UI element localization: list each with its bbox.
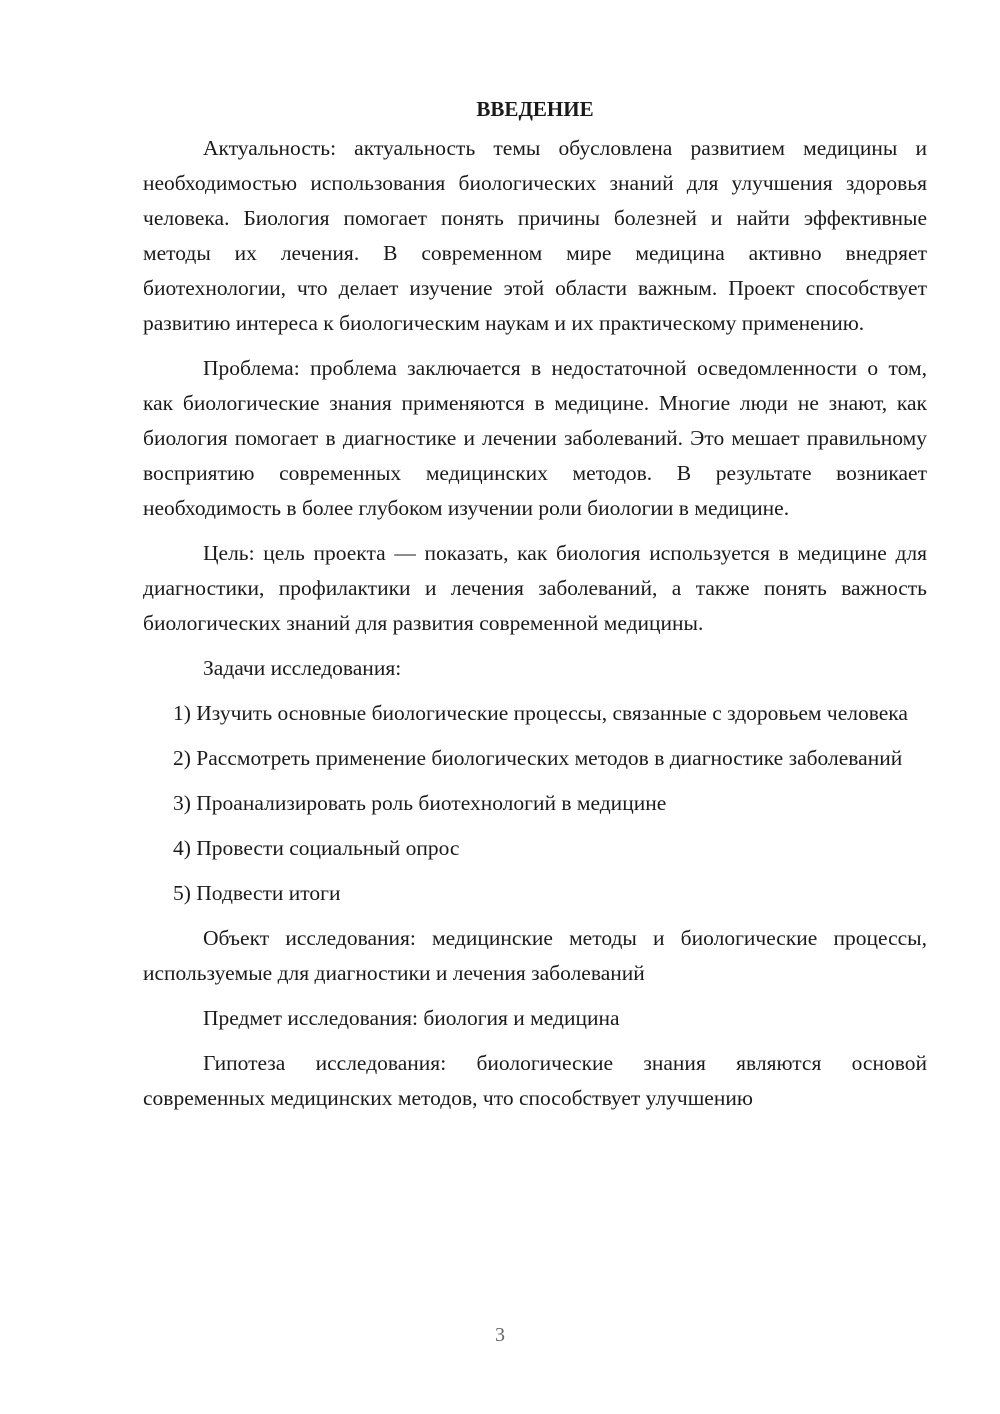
paragraph-goal: Цель: цель проекта — показать, как биология используется в медицине для диагностики, профилактики и лечения заболеваний, а также понять важность биологических знаний для развития современной медицины.	[143, 541, 927, 635]
paragraph-relevance: Актуальность: актуальность темы обусловлена развитием медицины и необходимостью использования биологических знаний для улучшения здоровья человека. Биология помогает понять причины болезней и найти эффективные методы их лечения. В современном мире медицина активно внедряет биотехнологии, что делает изучение этой области важным. Проект способствует развитию интереса к биологическим наукам и их практическому применению.	[143, 136, 927, 335]
task-item: 5) Подвести итоги	[173, 881, 341, 905]
paragraph-subject: Предмет исследования: биология и медицина	[203, 1006, 620, 1030]
document-page	[143, 92, 927, 1126]
section-title: ВВЕДЕНИЕ	[476, 97, 594, 121]
page-number: 3	[495, 1324, 505, 1346]
task-item: 2) Рассмотреть применение биологических методов в диагностике заболеваний	[173, 746, 903, 770]
paragraph-object: Объект исследования: медицинские методы и биологические процессы, используемые для диагностики и лечения заболеваний	[143, 926, 927, 985]
paragraph-problem: Проблема: проблема заключается в недостаточной осведомленности о том, как биологические знания применяются в медицине. Многие люди не знают, как биология помогает в диагностике и лечении заболеваний. Это мешает правильному восприятию современных медицинских методов. В результате возникает необходимость в более глубоком изучении роли биологии в медицине.	[143, 356, 927, 520]
task-item: 4) Провести социальный опрос	[173, 836, 460, 860]
task-item: 3) Проанализировать роль биотехнологий в медицине	[173, 791, 667, 815]
tasks-heading: Задачи исследования:	[203, 656, 402, 680]
paragraph-hypothesis: Гипотеза исследования: биологические знания являются основой современных медицинских методов, что способствует улучшению	[143, 1051, 927, 1110]
task-item: 1) Изучить основные биологические процессы, связанные с здоровьем человека	[173, 701, 908, 725]
